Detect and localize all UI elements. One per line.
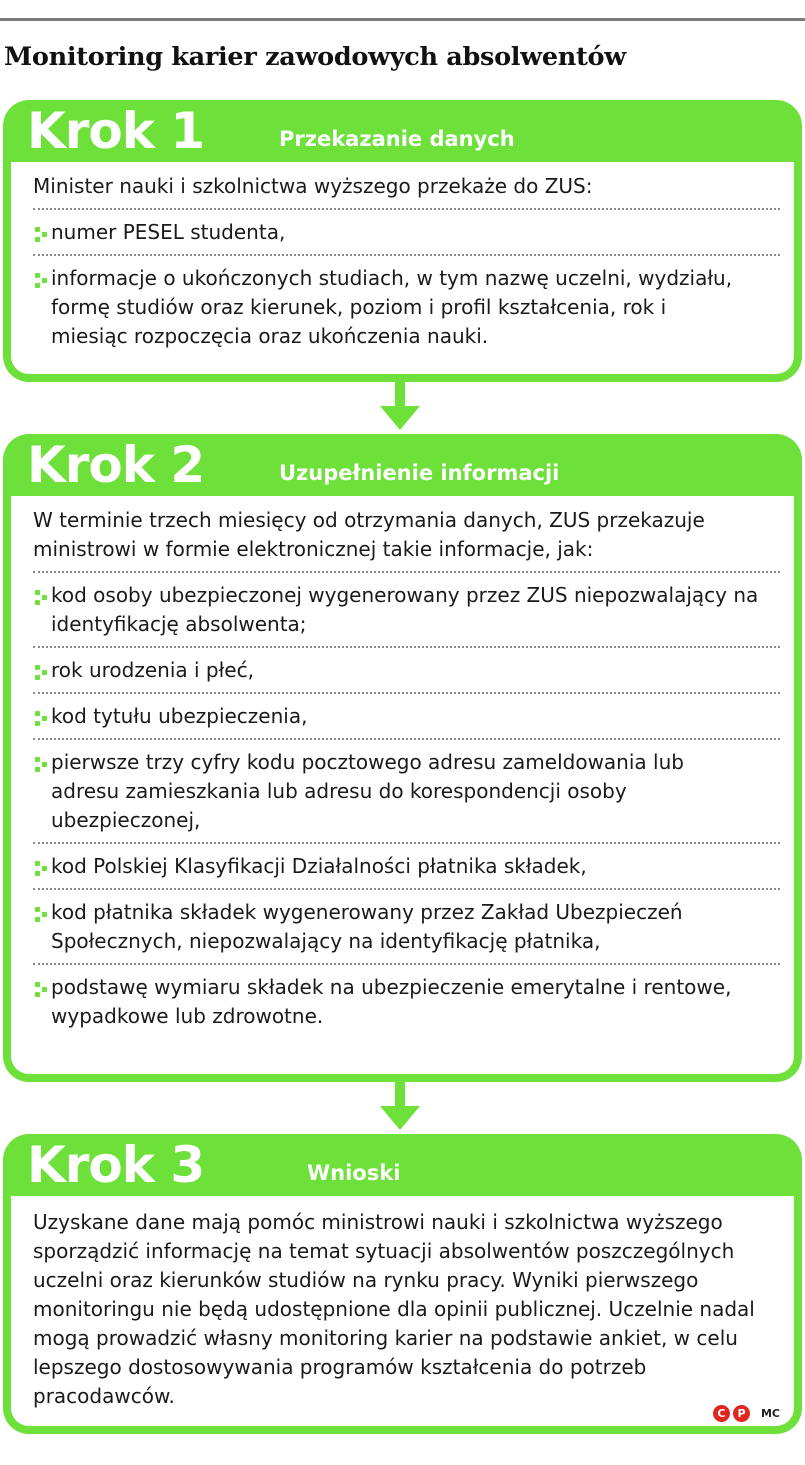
bullet-icon <box>33 748 51 777</box>
list-item-text: pierwsze trzy cyfry kodu pocztowego adresu zameldowania lub adresu zamieszkania lub adresu do korespondencji osoby ubezpieczonej, <box>51 750 684 832</box>
author-initials: MC <box>760 1407 780 1420</box>
list-item-text: informacje o ukończonych studiach, w tym nazwę uczelni, wydziału, formę studiów oraz kierunek, poziom i profil kształcenia, rok i miesiąc rozpoczęcia oraz ukończenia nauki. <box>51 266 733 348</box>
list-item <box>33 852 780 881</box>
list-item-text: numer PESEL studenta, <box>51 220 286 244</box>
bullet-icon <box>33 656 51 685</box>
dotted-divider <box>33 963 780 965</box>
step-2-intro: W terminie trzech miesięcy od otrzymania danych, ZUS przekazuje ministrowi w formie elektronicznej takie informacje, jak: <box>33 508 705 561</box>
step-3-body <box>11 1196 794 1426</box>
step-2-header <box>3 434 802 496</box>
dotted-divider <box>33 692 780 694</box>
top-rule <box>0 18 805 21</box>
arrow-down-icon <box>378 380 422 432</box>
bullet-icon <box>33 581 51 610</box>
step-3-text: Uzyskane dane mają pomóc ministrowi nauki i szkolnictwa wyższego sporządzić informację na temat sytuacji absolwentów poszczególnych uczelni oraz kierunków studiów na rynku pracy. Wyniki pierwszego monitoringu nie będą udostępnione dla opinii publicznej. Uczelnie nadal mogą prowadzić własny monitoring karier na podstawie ankiet, w celu lepszego dostosowywania programów kształcenia do potrzeb pracodawców. <box>33 1210 755 1408</box>
dotted-divider <box>33 254 780 256</box>
step-3-header <box>3 1134 802 1196</box>
dotted-divider <box>33 208 780 210</box>
bullet-icon <box>33 702 51 731</box>
step-3-subtitle: Wnioski <box>307 1161 401 1185</box>
list-item-text: podstawę wymiaru składek na ubezpieczenie emerytalne i rentowe, wypadkowe lub zdrowotne. <box>51 975 732 1028</box>
dotted-divider <box>33 738 780 740</box>
credit <box>713 1405 780 1422</box>
bullet-icon <box>33 898 51 927</box>
list-item-text: kod płatnika składek wygenerowany przez Zakład Ubezpieczeń Społecznych, niepozwalający na identyfikację płatnika, <box>51 900 683 953</box>
list-item <box>33 973 780 1031</box>
dotted-divider <box>33 888 780 890</box>
step-2-body <box>11 496 794 1074</box>
bullet-icon <box>33 973 51 1002</box>
step-1-header <box>3 100 802 162</box>
step-3-label: Krok 3 <box>27 1136 205 1194</box>
dotted-divider <box>33 842 780 844</box>
list-item <box>33 656 780 685</box>
list-item <box>33 898 780 956</box>
list-item-text: kod Polskiej Klasyfikacji Działalności płatnika składek, <box>51 854 587 878</box>
bullet-icon <box>33 218 51 247</box>
list-item-text: kod tytułu ubezpieczenia, <box>51 704 308 728</box>
page-title: Monitoring karier zawodowych absolwentów <box>4 42 626 72</box>
step-1-label: Krok 1 <box>27 102 205 160</box>
list-item-text: kod osoby ubezpieczonej wygenerowany przez ZUS niepozwalający na identyfikację absolwenta; <box>51 583 759 636</box>
step-3 <box>3 1134 802 1434</box>
dotted-divider <box>33 646 780 648</box>
step-2-subtitle: Uzupełnienie informacji <box>279 461 560 485</box>
arrow-down-icon <box>378 1080 422 1132</box>
step-1-intro: Minister nauki i szkolnictwa wyższego przekaże do ZUS: <box>33 174 593 198</box>
step-2 <box>3 434 802 1082</box>
list-item <box>33 702 780 731</box>
bullet-icon <box>33 264 51 293</box>
list-item <box>33 218 780 247</box>
list-item-text: rok urodzenia i płeć, <box>51 658 254 682</box>
step-2-label: Krok 2 <box>27 436 205 494</box>
dotted-divider <box>33 571 780 573</box>
bullet-icon <box>33 852 51 881</box>
publisher-logo-icon: P <box>733 1405 750 1422</box>
list-item <box>33 748 780 835</box>
list-item <box>33 581 780 639</box>
step-1-body <box>11 162 794 374</box>
step-1 <box>3 100 802 382</box>
copyright-logo-icon: C <box>713 1405 730 1422</box>
list-item <box>33 264 780 351</box>
step-1-subtitle: Przekazanie danych <box>279 127 515 151</box>
